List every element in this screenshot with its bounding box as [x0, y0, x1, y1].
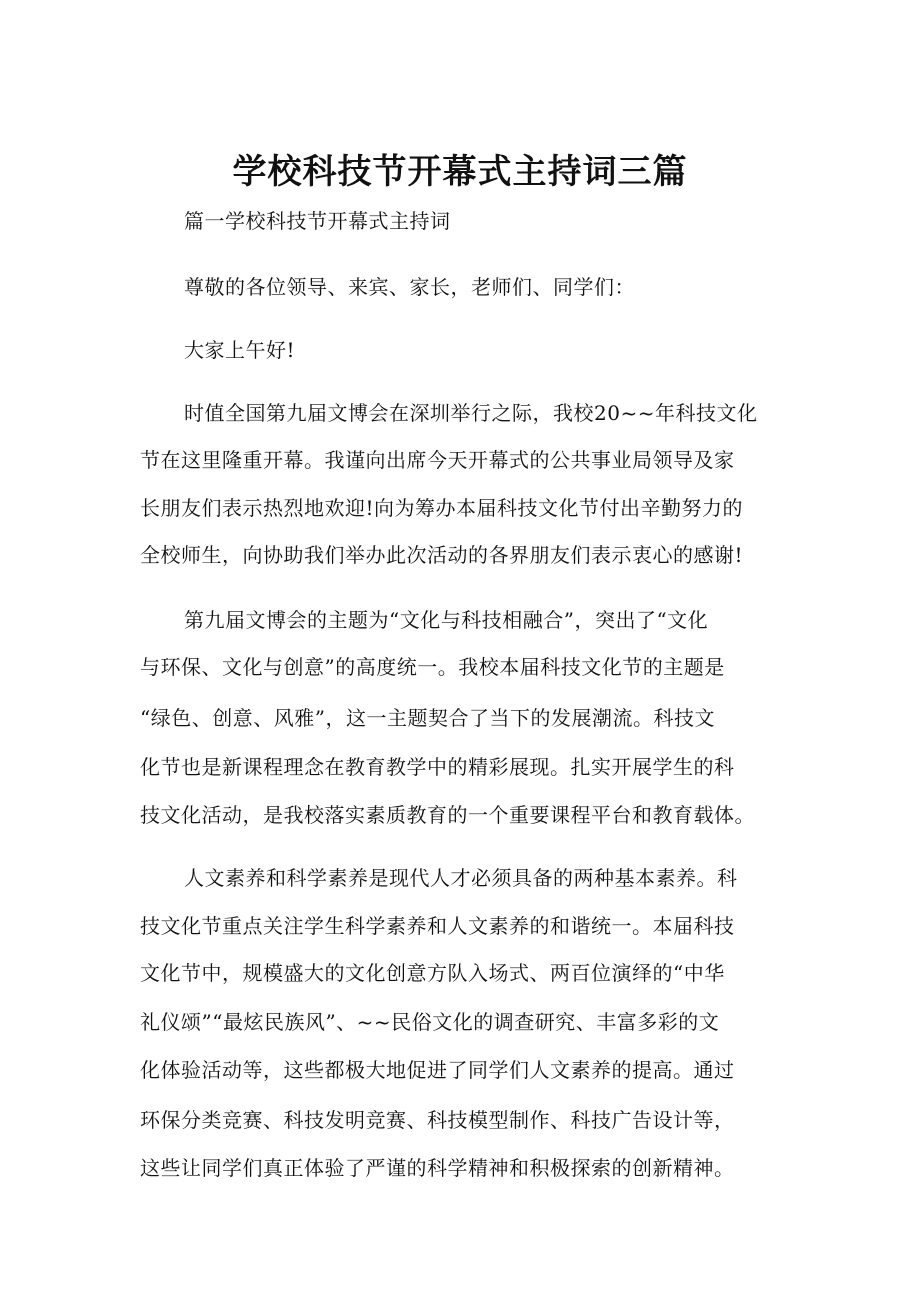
paragraph-3-line-2: 技文化节重点关注学生科学素养和人文素养的和谐统一。本届科技 [140, 914, 735, 938]
paragraph-2-line-4: 化节也是新课程理念在教育教学中的精彩展现。扎实开展学生的科 [140, 755, 735, 779]
paragraph-3-line-7: 这些让同学们真正体验了严谨的科学精神和积极探索的创新精神。 [140, 1156, 735, 1180]
paragraph-1-line-4: 全校师生，向协助我们举办此次活动的各界朋友们表示衷心的感谢! [140, 543, 744, 567]
paragraph-3-line-5: 化体验活动等，这些都极大地促进了同学们人文素养的提高。通过 [140, 1058, 735, 1082]
paragraph-2-line-1: 第九届文博会的主题为“文化与科技相融合”，突出了“文化 [184, 608, 709, 632]
salutation: 尊敬的各位领导、来宾、家长，老师们、同学们： [184, 275, 635, 299]
paragraph-2-line-5: 技文化活动，是我校落实素质教育的一个重要课程平台和教育载体。 [140, 803, 755, 827]
paragraph-3-line-4: 礼仪颂”“最炫民族风”、~~民俗文化的调查研究、丰富多彩的文 [140, 1010, 720, 1034]
paragraph-2-line-3: “绿色、创意、风雅”，这一主题契合了当下的发展潮流。科技文 [140, 706, 715, 730]
paragraph-2-line-2: 与环保、文化与创意”的高度统一。我校本届科技文化节的主题是 [140, 655, 725, 679]
document-title: 学校科技节开幕式主持词三篇 [232, 152, 688, 192]
greeting: 大家上午好! [184, 338, 296, 362]
paragraph-3-line-1: 人文素养和科学素养是现代人才必须具备的两种基本素养。科 [184, 866, 738, 890]
paragraph-1-line-1: 时值全国第九届文博会在深圳举行之际，我校20~~年科技文化 [184, 401, 758, 425]
paragraph-1-line-3: 长朋友们表示热烈地欢迎!向为筹办本届科技文化节付出辛勤努力的 [140, 496, 744, 520]
section-heading: 篇一学校科技节开幕式主持词 [184, 209, 451, 233]
paragraph-3-line-3: 文化节中，规模盛大的文化创意方队入场式、两百位演绎的“中华 [140, 961, 725, 985]
paragraph-3-line-6: 环保分类竞赛、科技发明竞赛、科技模型制作、科技广告设计等， [140, 1108, 735, 1132]
paragraph-1-line-2: 节在这里隆重开幕。我谨向出席今天开幕式的公共事业局领导及家 [140, 448, 735, 472]
